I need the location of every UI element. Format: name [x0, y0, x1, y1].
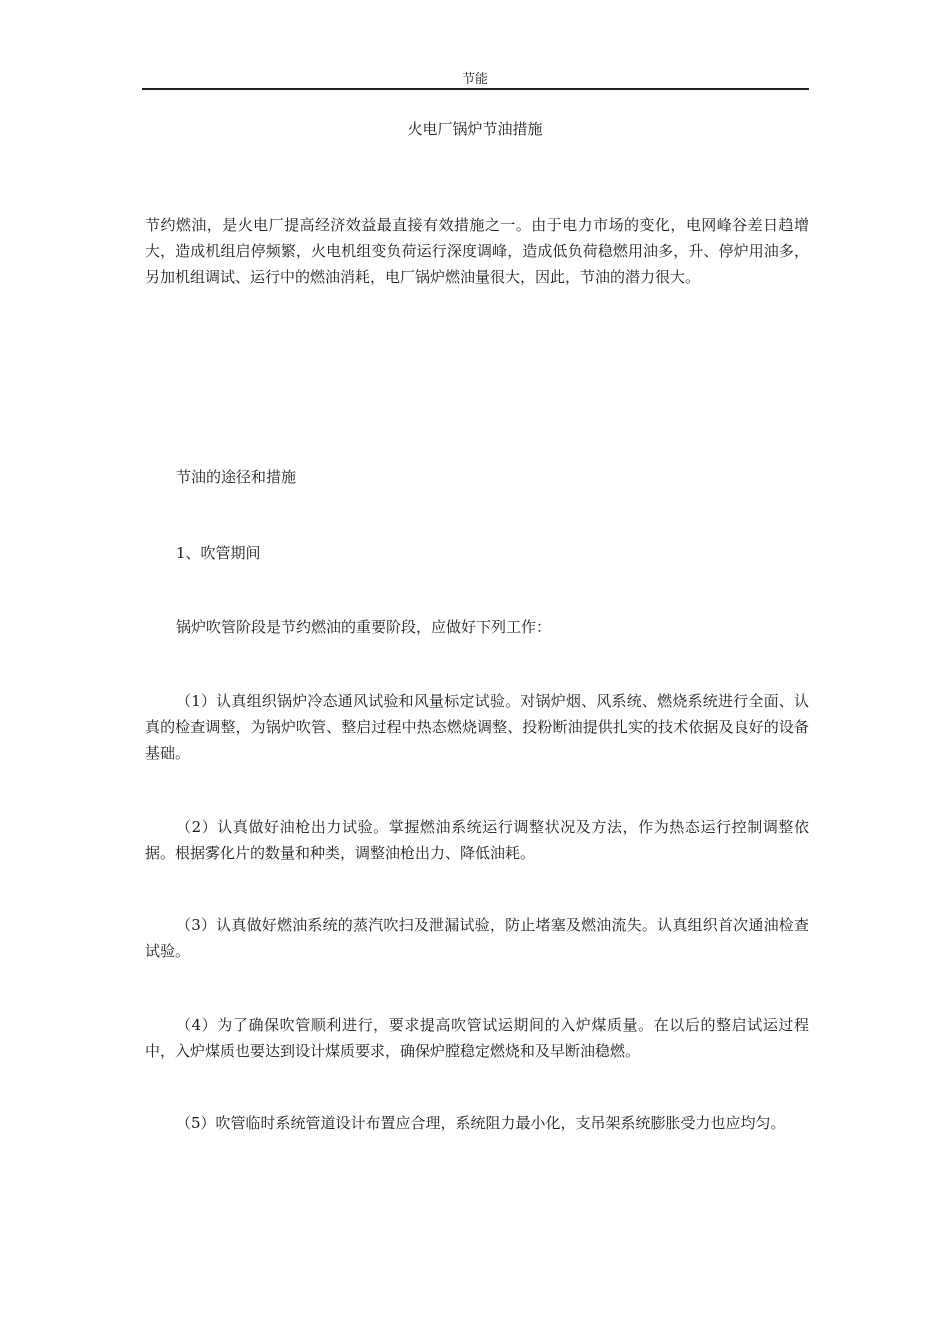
list-item: （3）认真做好燃油系统的蒸汽吹扫及泄漏试验，防止堵塞及燃油流失。认真组织首次通油检查试验。: [145, 916, 809, 960]
list-item: （2）认真做好油枪出力试验。掌握燃油系统运行调整状况及方法，作为热态运行控制调整依据。根据雾化片的数量和种类，调整油枪出力、降低油耗。: [145, 818, 809, 862]
lead-in-paragraph: 锅炉吹管阶段是节约燃油的重要阶段，应做好下列工作：: [176, 618, 552, 636]
page-header: 节能: [461, 72, 488, 87]
header-divider: [142, 88, 809, 90]
section-heading: 节油的途径和措施: [176, 468, 297, 486]
subsection-heading: 1、吹管期间: [176, 544, 261, 562]
intro-paragraph: 节约燃油，是火电厂提高经济效益最直接有效措施之一。由于电力市场的变化，电网峰谷差日趋增大，造成机组启停频繁，火电机组变负荷运行深度调峰，造成低负荷稳燃用油多，升、停炉用油多，另加机组调试、运行中的燃油消耗，电厂锅炉燃油量很大，因此，节油的潜力很大。: [145, 216, 809, 286]
list-item: （4）为了确保吹管顺利进行，要求提高吹管试运期间的入炉煤质量。在以后的整启试运过程中，入炉煤质也要达到设计煤质要求，确保炉膛稳定燃烧和及早断油稳燃。: [145, 1016, 809, 1060]
list-item: （1）认真组织锅炉冷态通风试验和风量标定试验。对锅炉烟、风系统、燃烧系统进行全面、认真的检查调整，为锅炉吹管、整启过程中热态燃烧调整、投粉断油提供扎实的技术依据及良好的设备基础。: [145, 692, 809, 762]
list-item: （5）吹管临时系统管道设计布置应合理，系统阻力最小化，支吊架系统膨胀受力也应均匀。: [176, 1114, 786, 1132]
document-title: 火电厂锅炉节油措施: [407, 120, 543, 138]
